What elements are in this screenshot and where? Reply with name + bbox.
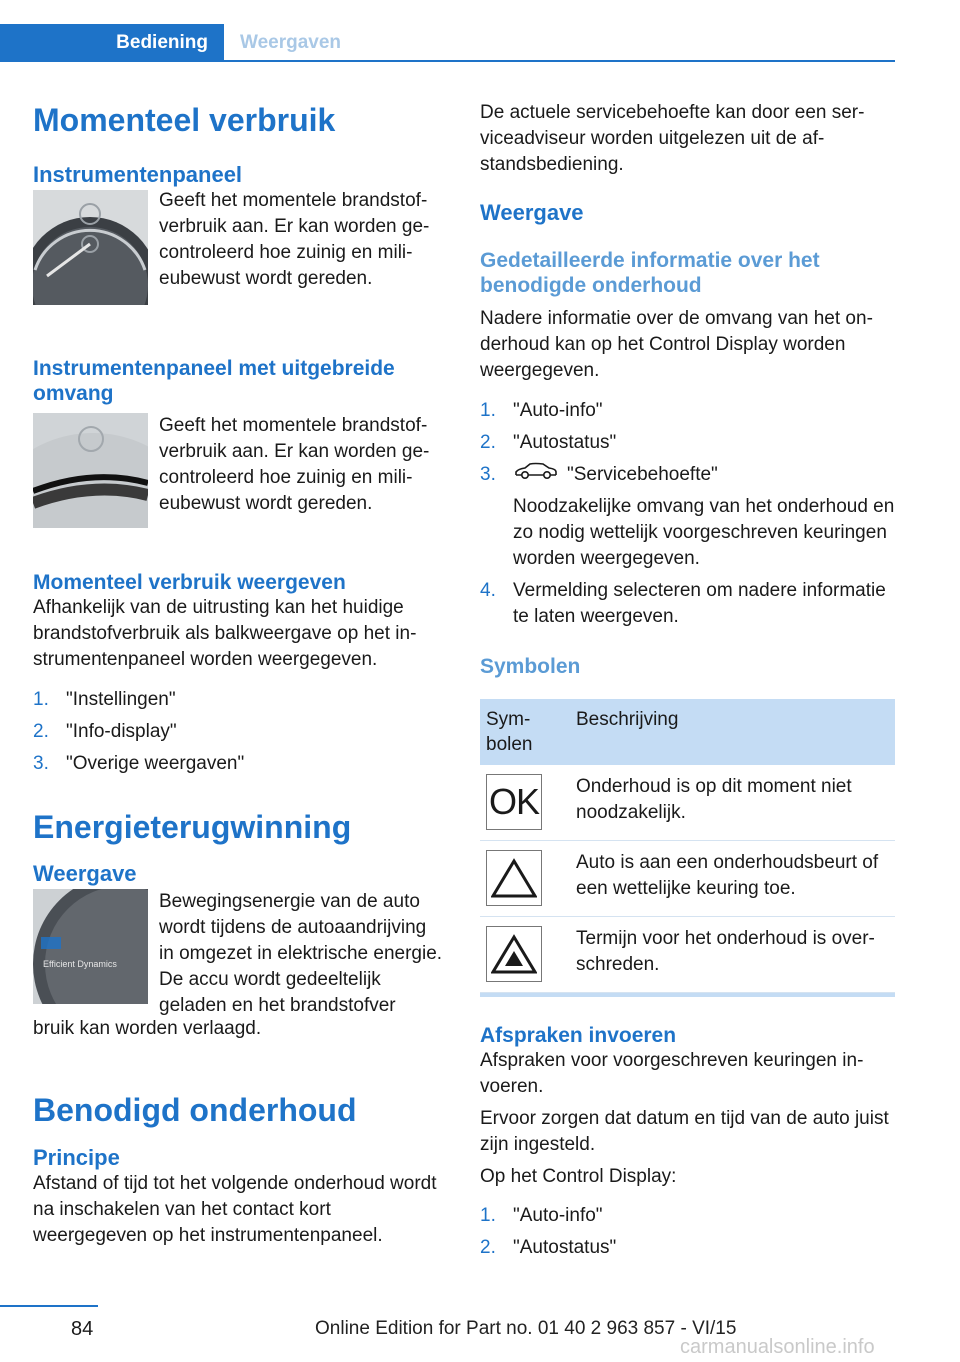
- paragraph-afspraken-2: Ervoor zorgen dat datum en tijd van de auto juist zijn ingesteld.: [480, 1108, 889, 1156]
- heading-weergave-right: Weergave: [480, 200, 584, 225]
- edition-text: Online Edition for Part no. 01 40 2 963 857 - VI/15: [315, 1318, 737, 1339]
- paragraph-principe: Afstand of tijd tot het volgende onderhoud wordt na inschakelen van het contact kort weergegeven op het instrumentenpaneel.: [33, 1173, 437, 1246]
- watermark: carmanualsonline.info: [680, 1336, 875, 1358]
- paragraph-servicebehoefte: De actuele servicebehoefte kan door een serviceadviseur worden uitgelezen uit de afstandsbediening.: [480, 102, 865, 175]
- triangle-icon: [486, 850, 542, 906]
- table-bottom-rule: [480, 993, 895, 997]
- header-tabbar: [0, 24, 895, 62]
- table-header-symbolen: Symbolen: [480, 699, 570, 765]
- figure-row-3: [33, 889, 443, 1019]
- list-afspraken-steps: [480, 1203, 895, 1261]
- heading-verbruik-weergeven: Momenteel verbruik weergeven: [33, 571, 346, 594]
- figure-text-2: Geeft het momentele brandstofverbruik aan. Er kan worden gecontroleerd hoe zuinig en milieubewust wordt gereden.: [159, 415, 430, 514]
- list-item: 4. Vermelding selecteren om nadere informatie te laten weergeven.: [480, 580, 886, 628]
- list-item: 2. "Autostatus": [480, 432, 617, 453]
- list-item: 3. "Servicebehoefte" Noodzakelijke omvang van het onderhoud en zo nodig wettelijk voorgeschreven keuringen worden weergegeven.: [480, 462, 895, 572]
- paragraph-verbruik-weergeven: Afhankelijk van de uitrusting kan het huidige brandstofverbruik als balkweergave op het instrumentenpaneel worden weergegeven.: [33, 597, 417, 670]
- table-header-beschrijving: Beschrijving: [570, 699, 895, 765]
- heading-symbolen: Symbolen: [480, 655, 581, 679]
- table-cell-desc: Onderhoud is op dit moment niet noodzakelijk.: [570, 765, 895, 841]
- table-row: [480, 841, 895, 917]
- table-row: [480, 917, 895, 993]
- figure-row-2: [33, 413, 443, 555]
- heading-uitgebreide-omvang: Instrumentenpaneel met uitgebreide omvang: [33, 357, 395, 405]
- heading-energieterugwinning: Energieterugwinning: [33, 809, 352, 845]
- energy-recovery-gauge-image: [33, 889, 148, 1004]
- heading-afspraken-invoeren: Afspraken invoeren: [480, 1024, 677, 1048]
- left-column: [33, 100, 443, 1249]
- figure-text-3-continued: bruik kan worden verlaagd.: [33, 1018, 262, 1039]
- ok-symbol-icon: OK: [486, 774, 542, 830]
- list-item: 2. "Info-display": [33, 721, 177, 742]
- symbols-table: [480, 699, 895, 993]
- heading-instrumentenpaneel: Instrumentenpaneel: [33, 162, 243, 187]
- heading-weergave-left: Weergave: [33, 861, 137, 886]
- heading-principe: Principe: [33, 1145, 120, 1170]
- paragraph-nadere-informatie: Nadere informatie over de omvang van het onderhoud kan op het Control Display worden weergegeven.: [480, 308, 873, 381]
- heading-benodigd-onderhoud: Benodigd onderhoud: [33, 1092, 357, 1128]
- list-verbruik-steps: [33, 687, 443, 777]
- list-item: 1. "Auto-info": [480, 1205, 603, 1227]
- figure-text-3: Bewegingsenergie van de auto wordt tijdens de autoaandrijving in omgezet in elektrische energie. De accu wordt gedeeltelijk geladen en het brandstofver: [159, 891, 443, 1016]
- list-item: 2. "Autostatus": [480, 1237, 617, 1259]
- list-item: 3. "Overige weergaven": [33, 753, 245, 774]
- list-item: 1. "Instellingen": [33, 689, 176, 710]
- page-number: 84: [71, 1318, 94, 1340]
- heading-momenteel-verbruik: Momenteel verbruik: [33, 102, 336, 138]
- instrument-gauge-extended-image: [33, 413, 148, 528]
- figure-row-1: [33, 188, 443, 336]
- heading-gedetailleerde-informatie: Gedetailleerde informatie over het benodigde onderhoud: [480, 249, 820, 297]
- right-column: [480, 100, 895, 1267]
- tab-bediening[interactable]: Bediening: [0, 24, 224, 62]
- svg-text:Efficient Dynamics: Efficient Dynamics: [43, 959, 117, 969]
- paragraph-afspraken-1: Afspraken voor voorgeschreven keuringen invoeren.: [480, 1050, 864, 1098]
- list-servicebehoefte-steps: [480, 398, 895, 630]
- table-cell-desc: Termijn voor het onderhoud is overschreden.: [570, 917, 895, 993]
- car-icon: [513, 462, 559, 488]
- paragraph-afspraken-3: Op het Control Display:: [480, 1166, 677, 1188]
- instrument-gauge-image: [33, 190, 148, 305]
- figure-text-1: Geeft het momentele brandstofverbruik aan. Er kan worden gecontroleerd hoe zuinig en milieubewust wordt gereden.: [159, 190, 430, 289]
- footer-rule: [0, 1305, 98, 1307]
- list-item: 1. "Auto-info": [480, 400, 603, 421]
- tab-weergaven[interactable]: Weergaven: [240, 32, 342, 53]
- table-cell-desc: Auto is aan een onderhoudsbeurt of een wettelijke keuring toe.: [570, 841, 895, 917]
- list-item-sub-text: Noodzakelijke omvang van het onderhoud en zo nodig wettelijk voorgeschreven keuringen worden weergegeven.: [513, 496, 895, 570]
- table-row: [480, 765, 895, 841]
- warning-triangle-icon: [486, 926, 542, 982]
